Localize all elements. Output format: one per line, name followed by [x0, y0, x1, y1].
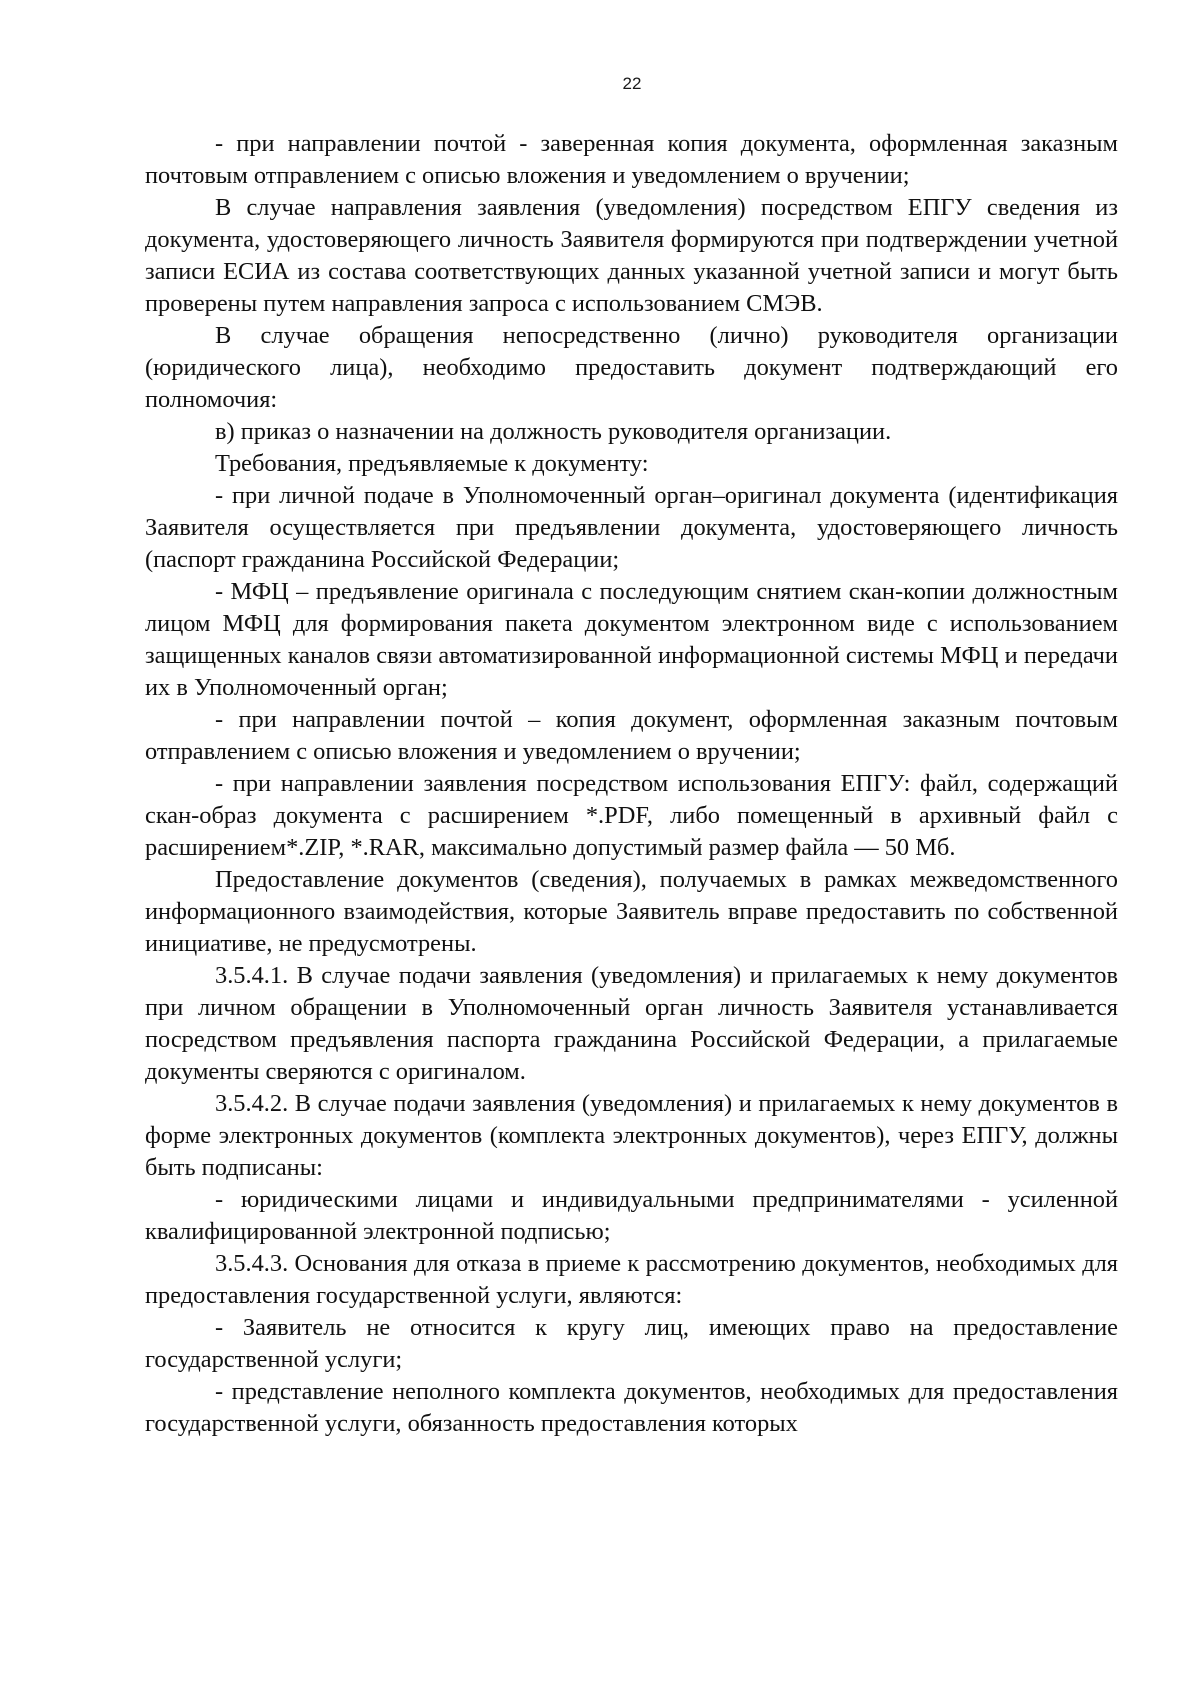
paragraph-postal-copy: - при направлении почтой – копия документ, оформленная заказным почтовым отправлением с описью вложения и уведомлением о вручении;: [145, 706, 1118, 765]
paragraph-head-of-organization: В случае обращения непосредственно (лично) руководителя организации (юридического лица), необходимо предоставить документ подтверждающий его полномочия:: [145, 322, 1118, 413]
paragraph-qualified-signature: - юридическими лицами и индивидуальными предпринимателями - усиленной квалифицированной электронной подписью;: [145, 1186, 1118, 1245]
paragraph-refusal-incomplete-set: - представление неполного комплекта документов, необходимых для предоставления государственной услуги, обязанность предоставления которых: [145, 1378, 1118, 1437]
paragraph-document-requirements: Требования, предъявляемые к документу:: [215, 450, 649, 477]
document-body: [145, 128, 1118, 1440]
paragraph-mfc-scan-copy: - МФЦ – предъявление оригинала с последующим снятием скан-копии должностным лицом МФЦ для формирования пакета документом электронном виде с использованием защищенных каналов связи автоматизированной информационной системы МФЦ и передачи их в Уполномоченный орган;: [145, 578, 1118, 701]
paragraph-interagency-documents: Предоставление документов (сведения), получаемых в рамках межведомственного информационного взаимодействия, которые Заявитель вправе предоставить по собственной инициативе, не предусмотрены.: [145, 866, 1118, 957]
paragraph-3-5-4-1: 3.5.4.1. В случае подачи заявления (уведомления) и прилагаемых к нему документов при личном обращении в Уполномоченный орган личность Заявителя устанавливается посредством предъявления паспорта гражданина Российской Федерации, а прилагаемые документы сверяются с оригиналом.: [145, 962, 1118, 1085]
paragraph-appointment-order: в) приказ о назначении на должность руководителя организации.: [215, 418, 892, 445]
paragraph-in-person-original: - при личной подаче в Уполномоченный орган–оригинал документа (идентификация Заявителя осуществляется при предъявлении документа, удостоверяющего личность (паспорт гражданина Российской Федерации;: [145, 482, 1118, 573]
paragraph-epgu-esia-verification: В случае направления заявления (уведомления) посредством ЕПГУ сведения из документа, удостоверяющего личность Заявителя формируются при подтверждении учетной записи ЕСИА из состава соответствующих данных указанной учетной записи и могут быть проверены путем направления запроса с использованием СМЭВ.: [145, 194, 1118, 317]
paragraph-3-5-4-2: 3.5.4.2. В случае подачи заявления (уведомления) и прилагаемых к нему документов в форме электронных документов (комплекта электронных документов), через ЕПГУ, должны быть подписаны:: [145, 1090, 1118, 1181]
paragraph-refusal-not-eligible: - Заявитель не относится к кругу лиц, имеющих право на предоставление государственной услуги;: [145, 1314, 1118, 1373]
paragraph-epgu-file-format: - при направлении заявления посредством использования ЕПГУ: файл, содержащий скан-образ документа с расширением *.PDF, либо помещенный в архивный файл с расширением*.ZIP, *.RAR, максимально допустимый размер файла — 50 Мб.: [145, 770, 1118, 861]
paragraph-3-5-4-3: 3.5.4.3. Основания для отказа в приеме к рассмотрению документов, необходимых для предоставления государственной услуги, являются:: [145, 1250, 1118, 1309]
page-number: 22: [622, 74, 642, 93]
paragraph-postal-certified-copy: - при направлении почтой - заверенная копия документа, оформленная заказным почтовым отправлением с описью вложения и уведомлением о вручении;: [145, 130, 1118, 189]
